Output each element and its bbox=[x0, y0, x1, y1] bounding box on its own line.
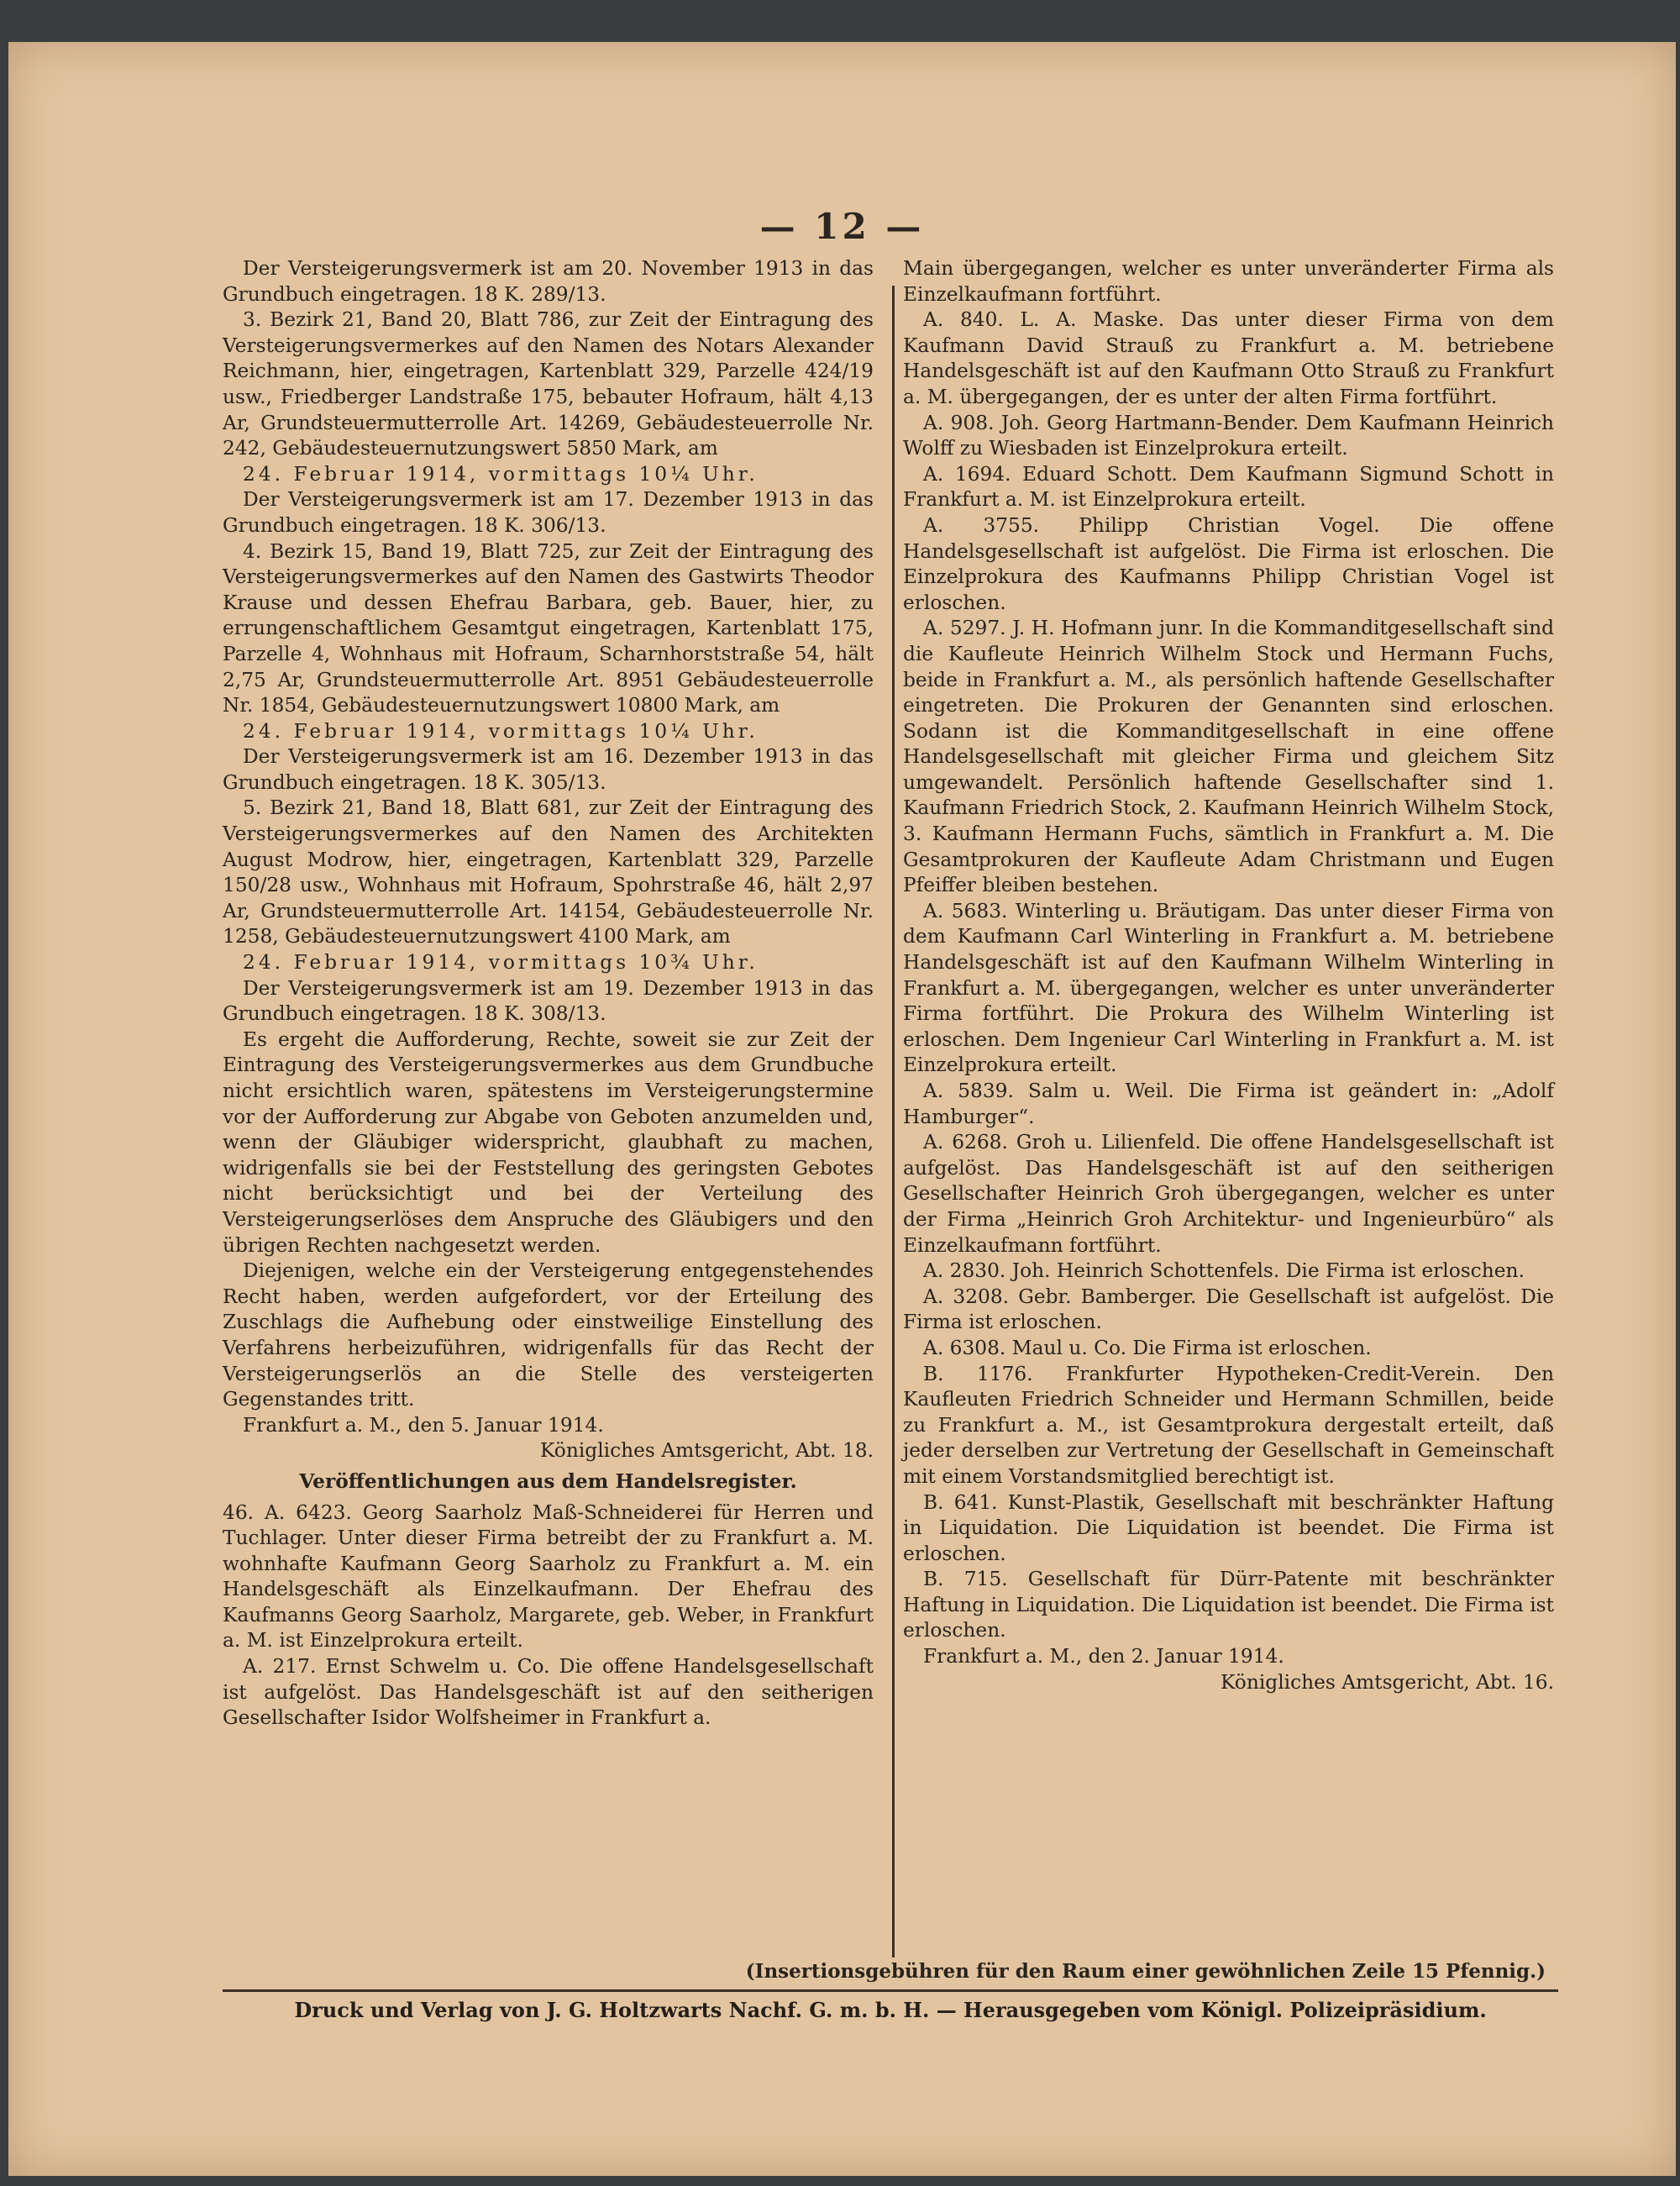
paragraph: A. 3208. Gebr. Bamberger. Die Gesellschaft ist aufgelöst. Die Firma ist erloschen. bbox=[903, 1285, 1554, 1334]
paragraph: Der Versteigerungsvermerk ist am 16. Dezember 1913 in das Grundbuch eingetragen. 18 K. 305/13. bbox=[223, 745, 874, 794]
paragraph: Königliches Amtsgericht, Abt. 18. bbox=[540, 1439, 874, 1463]
paragraph: A. 908. Joh. Georg Hartmann-Bender. Dem Kaufmann Heinrich Wolff zu Wiesbaden ist Einzelprokura erteilt. bbox=[903, 411, 1554, 460]
footer-rule bbox=[223, 1989, 1558, 1992]
paragraph: 4. Bezirk 15, Band 19, Blatt 725, zur Zeit der Eintragung des Versteigerungsvermerkes auf den Namen des Gastwirts Theodor Krause und dessen Ehefrau Barbara, geb. Bauer, hier, zu errungenschaftlichem Gesamtgut eingetragen, Kartenblatt 175, Parzelle 4, Wohnhaus mit Hofraum, Scharnhorststraße 54, hält 2,75 Ar, Grundsteuermutterrolle Art. 8951 Gebäudesteuerrolle Nr. 1854, Gebäudesteuernutzungswert 10800 Mark, am bbox=[223, 539, 874, 717]
insertion-fee-note: (Insertionsgebühren für den Raum einer gewöhnlichen Zeile 15 Pfennig.) bbox=[745, 1960, 1546, 1983]
left-column bbox=[223, 256, 874, 1731]
paragraph: B. 1176. Frankfurter Hypotheken-Credit-Verein. Den Kaufleuten Friedrich Schneider und Hermann Schmillen, beide zu Frankfurt a. M., ist Gesamtprokura dergestalt erteilt, daß jeder derselben zur Vertretung der Gesellschaft in Gemeinschaft mit einem Vorstandsmitglied berechtigt ist. bbox=[903, 1362, 1554, 1488]
paragraph: A. 3755. Philipp Christian Vogel. Die offene Handelsgesellschaft ist aufgelöst. Die Firma ist erloschen. Die Einzelprokura des Kaufmanns Philipp Christian Vogel ist erloschen. bbox=[903, 513, 1554, 614]
paragraph: 24. Februar 1914, vormittags 10¼ Uhr. bbox=[243, 719, 759, 743]
paragraph: 5. Bezirk 21, Band 18, Blatt 681, zur Zeit der Eintragung des Versteigerungsvermerkes auf den Namen des Architekten August Modrow, hier, eingetragen, Kartenblatt 329, Parzelle 150/28 usw., Wohnhaus mit Hofraum, Spohrstraße 46, hält 2,97 Ar, Grundsteuermutterrolle Art. 14154, Gebäudesteuerrolle Nr. 1258, Gebäudesteuernutzungswert 4100 Mark, am bbox=[223, 796, 874, 948]
paragraph: Der Versteigerungsvermerk ist am 20. November 1913 in das Grundbuch eingetragen. 18 K. 289/13. bbox=[223, 257, 874, 306]
document-page bbox=[8, 42, 1676, 2176]
paragraph: 3. Bezirk 21, Band 20, Blatt 786, zur Zeit der Eintragung des Versteigerungsvermerkes auf den Namen des Notars Alexander Reichmann, hier, eingetragen, Kartenblatt 329, Parzelle 424/19 usw., Friedberger Landstraße 175, bebauter Hofraum, hält 4,13 Ar, Grundsteuermutterrolle Art. 14269, Gebäudesteuerrolle Nr. 242, Gebäudesteuernutzungswert 5850 Mark, am bbox=[223, 308, 874, 460]
section-heading: Veröffentlichungen aus dem Handelsregister. bbox=[299, 1469, 797, 1493]
paragraph: A. 1694. Eduard Schott. Dem Kaufmann Sigmund Schott in Frankfurt a. M. ist Einzelprokura erteilt. bbox=[903, 462, 1554, 512]
paragraph: A. 5683. Winterling u. Bräutigam. Das unter dieser Firma von dem Kaufmann Carl Winterling in Frankfurt a. M. betriebene Handelsgeschäft ist auf den Kaufmann Wilhelm Winterling in Frankfurt a. M. übergegangen, welcher es unter unveränderter Firma fortführt. Die Prokura des Wilhelm Winterling ist erloschen. Dem Ingenieur Carl Winterling in Frankfurt a. M. ist Einzelprokura erteilt. bbox=[903, 899, 1554, 1077]
paragraph: A. 217. Ernst Schwelm u. Co. Die offene Handelsgesellschaft ist aufgelöst. Das Handelsgeschäft ist auf den seitherigen Gesellschafter Isidor Wolfsheimer in Frankfurt a. bbox=[223, 1655, 874, 1730]
paragraph: 24. Februar 1914, vormittags 10¼ Uhr. bbox=[243, 462, 759, 486]
paragraph: Main übergegangen, welcher es unter unveränderter Firma als Einzelkaufmann fortführt. bbox=[903, 257, 1554, 306]
paragraph: Königliches Amtsgericht, Abt. 16. bbox=[1221, 1670, 1554, 1694]
paragraph: A. 2830. Joh. Heinrich Schottenfels. Die Firma ist erloschen. bbox=[923, 1259, 1525, 1283]
paragraph: 46. A. 6423. Georg Saarholz Maß-Schneiderei für Herren und Tuchlager. Unter dieser Firma betreibt der zu Frankfurt a. M. wohnhafte Kaufmann Georg Saarholz zu Frankfurt a. M. ein Handelsgeschäft als Einzelkaufmann. Der Ehefrau des Kaufmanns Georg Saarholz, Margarete, geb. Weber, in Frankfurt a. M. ist Einzelprokura erteilt. bbox=[223, 1500, 874, 1653]
paragraph: A. 6308. Maul u. Co. Die Firma ist erloschen. bbox=[923, 1336, 1372, 1359]
right-column bbox=[903, 256, 1554, 1695]
paragraph: B. 641. Kunst-Plastik, Gesellschaft mit beschränkter Haftung in Liquidation. Die Liquidation ist beendet. Die Firma ist erloschen. bbox=[903, 1490, 1554, 1565]
paragraph: B. 715. Gesellschaft für Dürr-Patente mit beschränkter Haftung in Liquidation. Die Liquidation ist beendet. Die Firma ist erloschen. bbox=[903, 1568, 1554, 1642]
paragraph: Frankfurt a. M., den 5. Januar 1914. bbox=[243, 1413, 604, 1437]
column-divider bbox=[892, 286, 895, 1957]
paragraph: Der Versteigerungsvermerk ist am 17. Dezember 1913 in das Grundbuch eingetragen. 18 K. 306/13. bbox=[223, 488, 874, 537]
paragraph: Der Versteigerungsvermerk ist am 19. Dezember 1913 in das Grundbuch eingetragen. 18 K. 308/13. bbox=[223, 976, 874, 1026]
paragraph: A. 5297. J. H. Hofmann junr. In die Kommanditgesellschaft sind die Kaufleute Heinrich Wilhelm Stock und Hermann Fuchs, beide in Frankfurt a. M., als persönlich haftende Gesellschafter eingetreten. Die Prokuren der Genannten sind erloschen. Sodann ist die Kommanditgesellschaft in eine offene Handelsgesellschaft mit gleicher Firma und gleichem Sitz umgewandelt. Persönlich haftende Gesellschafter sind 1. Kaufmann Friedrich Stock, 2. Kaufmann Heinrich Wilhelm Stock, 3. Kaufmann Hermann Fuchs, sämtlich in Frankfurt a. M. Die Gesamtprokuren der Kaufleute Adam Christmann und Eugen Pfeiffer bleiben bestehen. bbox=[903, 617, 1554, 897]
paragraph: Frankfurt a. M., den 2. Januar 1914. bbox=[923, 1645, 1284, 1668]
paragraph: Diejenigen, welche ein der Versteigerung entgegenstehendes Recht haben, werden aufgefordert, vor der Erteilung des Zuschlags die Aufhebung oder einstweilige Einstellung des Verfahrens herbeizuführen, widrigenfalls für das Recht der Versteigerungserlös an die Stelle des versteigerten Gegenstandes tritt. bbox=[223, 1259, 874, 1411]
page-number: — 12 — bbox=[759, 206, 925, 247]
publisher-imprint: Druck und Verlag von J. G. Holtzwarts Nachf. G. m. b. H. — Herausgegeben vom Königl. Polizeipräsidium. bbox=[294, 1998, 1487, 2022]
paragraph: Es ergeht die Aufforderung, Rechte, soweit sie zur Zeit der Eintragung des Versteigerungsvermerkes aus dem Grundbuche nicht ersichtlich waren, spätestens im Versteigerungstermine vor der Aufforderung zur Abgabe von Geboten anzumelden und, wenn der Gläubiger widerspricht, glaubhaft zu machen, widrigenfalls sie bei der Feststellung des geringsten Gebotes nicht berücksichtigt und bei der Verteilung des Versteigerungserlöses dem Anspruche des Gläubigers und den übrigen Rechten nachgesetzt werden. bbox=[223, 1027, 874, 1257]
paragraph: A. 6268. Groh u. Lilienfeld. Die offene Handelsgesellschaft ist aufgelöst. Das Handelsgeschäft ist auf den seitherigen Gesellschafter Heinrich Groh übergegangen, welcher es unter der Firma „Heinrich Groh Architektur- und Ingenieurbüro“ als Einzelkaufmann fortführt. bbox=[903, 1131, 1554, 1257]
paragraph: A. 840. L. A. Maske. Das unter dieser Firma von dem Kaufmann David Strauß zu Frankfurt a. M. betriebene Handelsgeschäft ist auf den Kaufmann Otto Strauß zu Frankfurt a. M. übergegangen, der es unter der alten Firma fortführt. bbox=[903, 308, 1554, 408]
paragraph: 24. Februar 1914, vormittags 10¾ Uhr. bbox=[243, 951, 759, 975]
paragraph: A. 5839. Salm u. Weil. Die Firma ist geändert in: „Adolf Hamburger“. bbox=[903, 1080, 1554, 1128]
